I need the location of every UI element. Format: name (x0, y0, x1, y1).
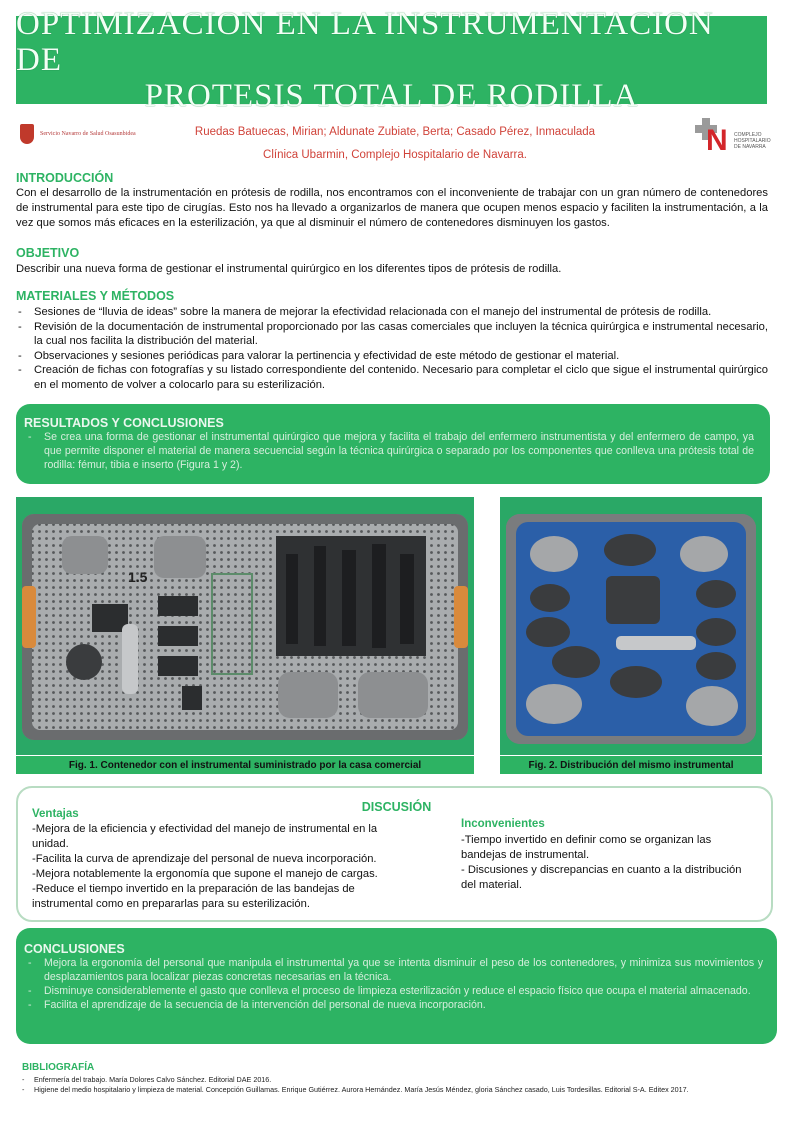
introduccion-heading: INTRODUCCIÓN (16, 171, 114, 185)
list-item: - Observaciones y sesiones periódicas para valorar la pertinencia y efectividad de este método de gestionar el material. (16, 349, 768, 364)
conclusiones-list (24, 956, 763, 1012)
list-item: - Revisión de la documentación de instrumental proporcionado por las casas comerciales que incluyen la técnica quirúrgica e instrumental necesario, la cual nos facilita la distribución del material. (16, 320, 768, 349)
objetivo-heading: OBJETIVO (16, 246, 80, 260)
logo-left-text: Servicio Navarro de Salud Osasunbidea (40, 130, 136, 137)
poster-title-line1: OPTIMIZACION EN LA INSTRUMENTACION DE (16, 6, 714, 78)
conclusiones-heading: CONCLUSIONES (24, 942, 125, 956)
list-item: - Mejora la ergonomía del personal que manipula el instrumental ya que se intenta disminuir el peso de los contenedores, y minimiza sus movimientos y desplazamientos para localizar piezas concretas necesarias en la técnica. (24, 956, 763, 984)
tray-size-label: 1.5 (128, 569, 148, 585)
list-item: - Facilita el aprendizaje de la secuencia de la intervención del personal de nueva incorporación. (24, 998, 763, 1012)
list-item: - Se crea una forma de gestionar el instrumental quirúrgico que mejora y facilita el trabajo del enfermero instrumentista y del enfermero de campo, ya que permite disponer el material de manera secuencial según la técnica quirúrgica o separado por los componentes que conlleva una prótesis total de rodilla: fémur, tibia e inserto (Figura 1 y 2). (24, 430, 754, 472)
list-item: -Facilita la curva de aprendizaje del personal de nueva incorporación. (32, 853, 377, 865)
authors: Ruedas Batuecas, Mirian; Aldunate Zubiate, Berta; Casado Pérez, Inmaculada (194, 126, 596, 138)
instrument-tray-image (22, 514, 468, 740)
list-item: -Mejora de la eficiencia y efectividad del manejo de instrumental en la (32, 823, 378, 835)
resultados-heading: RESULTADOS Y CONCLUSIONES (24, 416, 224, 430)
list-item: - Enfermería del trabajo. María Dolores Calvo Sánchez. Editorial DAE 2016. (22, 1075, 772, 1085)
resultados-box (16, 404, 770, 484)
materiales-heading: MATERIALES Y MÉTODOS (16, 289, 175, 303)
list-item: -Mejora notablemente la ergonomía que supone el manejo de cargas. (32, 868, 378, 880)
discusion-heading: DISCUSIÓN (361, 800, 432, 814)
list-item: instrumental como en prepararlas para su esterilización. (32, 898, 310, 910)
list-item: - Creación de fichas con fotografías y su listado correspondiente del contenido. Necesario para completar el ciclo que sigue el instrumental quirúrgico en el momento de volver a colocarlo para su esterilización. (16, 363, 768, 392)
distributed-tray-image (506, 514, 756, 744)
n-letter-icon: N (706, 124, 728, 157)
list-item: - Disminuye considerablemente el gasto que conlleva el proceso de limpieza esterilización y reduce el espacio físico que ocupa el material almacenado. (24, 984, 763, 998)
inconvenientes-heading: Inconvenientes (461, 818, 545, 830)
list-item: unidad. (32, 838, 69, 850)
ventajas-list (32, 822, 432, 912)
bibliografia-list (22, 1075, 772, 1095)
list-item: -Tiempo invertido en definir como se organizan las (461, 834, 712, 846)
objetivo-text: Describir una nueva forma de gestionar el instrumental quirúrgico en los diferentes tipos de prótesis de rodilla. (16, 263, 562, 275)
poster-title-line2: PROTESIS TOTAL DE RODILLA (144, 78, 639, 114)
figure-1-photo (22, 514, 468, 740)
list-item: -Reduce el tiempo invertido en la preparación de las bandejas de (32, 883, 355, 895)
list-item: - Sesiones de “lluvia de ideas” sobre la manera de mejorar la efectividad relacionada con el manejo del instrumental de prótesis de rodilla. (16, 305, 768, 320)
conclusiones-box (16, 928, 777, 1044)
figure-1-caption: Fig. 1. Contenedor con el instrumental suministrado por la casa comercial (16, 756, 474, 774)
bibliografia-heading: BIBLIOGRAFÍA (22, 1062, 95, 1073)
ventajas-heading: Ventajas (32, 808, 79, 820)
list-item: bandejas de instrumental. (461, 849, 590, 861)
materiales-list (16, 305, 768, 393)
inconvenientes-list (461, 833, 766, 893)
list-item: - Higiene del medio hospitalario y limpieza de material. Concepción Guillamas. Enrique Gutiérrez. Aurora Hernández. María Jesús Méndez, gloria Sánchez casado, Luis Tordesillas. Editorial S-A. Editex 2017. (22, 1085, 772, 1095)
logo-right-text: COMPLEJO HOSPITALARIO DE NAVARRA (734, 132, 771, 150)
figure-2-photo (506, 514, 756, 744)
discusion-box (16, 786, 773, 922)
list-item: - Discusiones y discrepancias en cuanto a la distribución (461, 864, 742, 876)
affiliation: Clínica Ubarmin, Complejo Hospitalario de Navarra. (263, 149, 527, 161)
list-item: del material. (461, 879, 522, 891)
introduccion-text: Con el desarrollo de la instrumentación en prótesis de rodilla, nos encontramos con el inconveniente de trabajar con un gran número de contenedores de instrumental para este tipo de cirugías. Esto nos ha llevado a organizarlos de manera que ocupen menos espacio y faciliten la instrumentación, a la vez que somos más eficaces en la esterilización, ya que al disminuir el número de contenedores disminuyen los gastos. (16, 187, 768, 229)
resultados-list (24, 430, 754, 472)
title-banner (16, 6, 767, 114)
figure-2-caption: Fig. 2. Distribución del mismo instrumental (500, 756, 762, 774)
